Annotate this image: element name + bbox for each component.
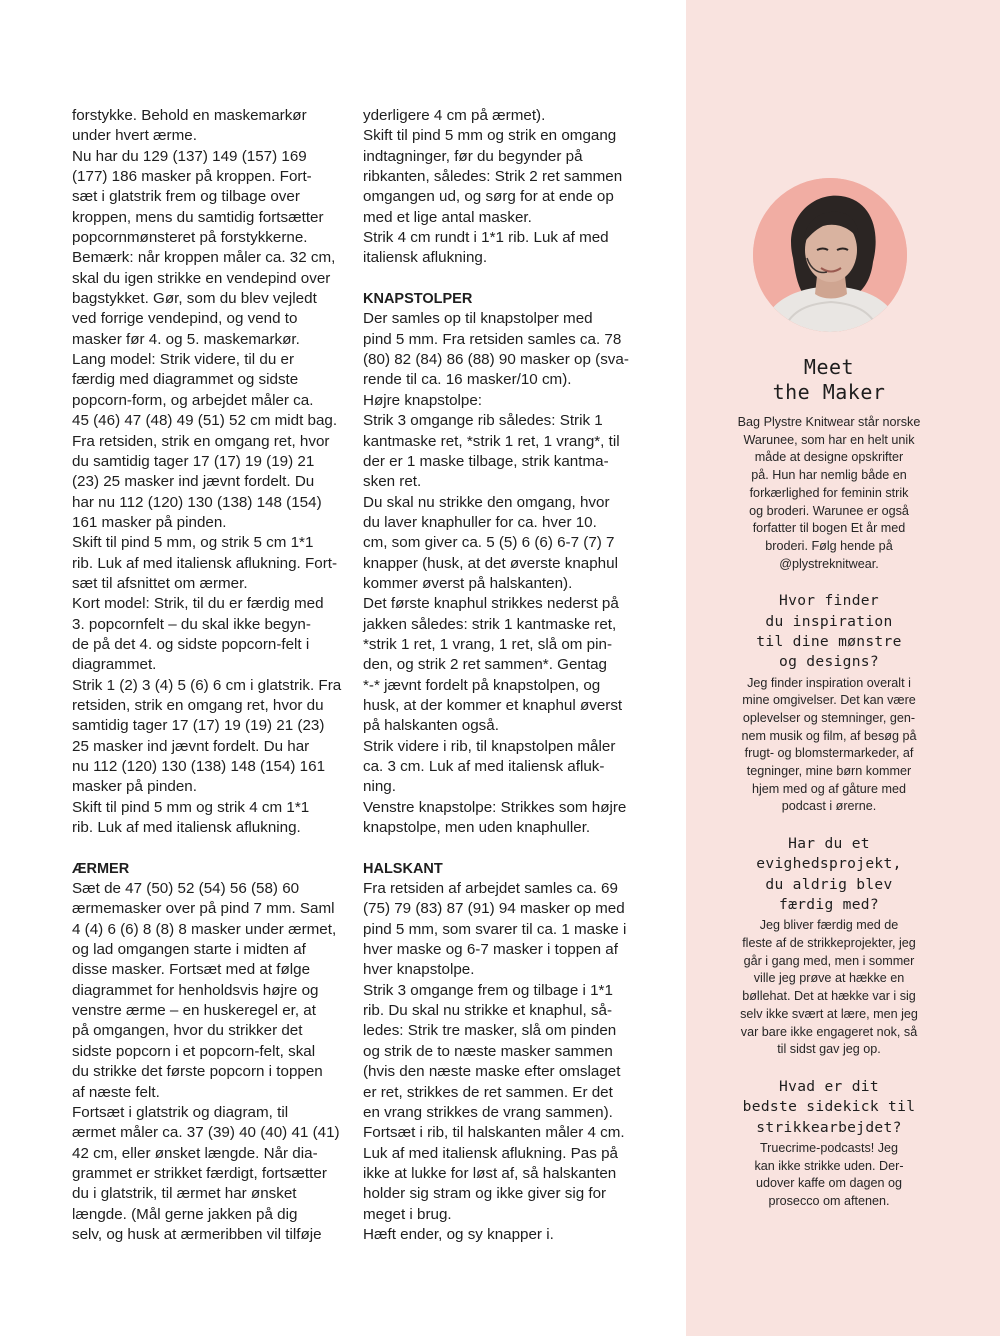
text-line: venstre ærme – en huskeregel er, at <box>72 1002 316 1020</box>
text-line: Luk af med italiensk aflukning. Pas på <box>363 1144 618 1162</box>
text-line: på. Hun har nemlig både en <box>751 468 907 483</box>
text-line: kantmaske ret, *strik 1 ret, 1 vrang*, til <box>363 432 620 450</box>
text-line: 25 masker ind jævnt fordelt. Du har <box>72 737 310 755</box>
text-line: samtidig tager 17 (17) 19 (19) 21 (23) <box>72 717 325 735</box>
section-gap <box>363 269 645 289</box>
text-line: ærmet måler ca. 37 (39) 40 (40) 41 (41) <box>72 1124 340 1142</box>
text-line: 161 masker på pinden. <box>72 513 227 531</box>
text-line: Lang model: Strik videre, til du er <box>72 351 295 369</box>
text-line: kroppen, mens du samtidig fortsætter <box>72 208 324 226</box>
text-line: retsiden, strik en omgang ret, hvor du <box>72 696 324 714</box>
text-line: kan ikke strikke uden. Der- <box>754 1158 904 1173</box>
section-heading-halskant: HALSKANT <box>363 860 443 877</box>
text-line: rib. Luk af med italiensk aflukning. <box>72 819 301 837</box>
text-line: Skift til pind 5 mm og strik 4 cm 1*1 <box>72 798 310 816</box>
text-line: hjem med og af gåture med <box>751 781 906 796</box>
text-line: indtagninger, før du begynder på <box>363 147 583 165</box>
text-line: frugt- og blomstermarkeder, af <box>744 746 914 761</box>
text-line: masker før 4. og 5. maskemarkør. <box>72 330 300 348</box>
text-line: Skift til pind 5 mm og strik en omgang <box>363 127 617 145</box>
text-line: (177) 186 masker på kroppen. Fort- <box>72 168 312 186</box>
section-heading-aermer: ÆRMER <box>72 860 130 877</box>
text-line: cm, som giver ca. 5 (5) 6 (6) 6-7 (7) 7 <box>363 534 615 552</box>
text-line: ville jeg prøve at hække en <box>753 971 905 986</box>
answer-1 <box>716 675 942 817</box>
text-line: under hvert ærme. <box>72 127 197 145</box>
text-line: mine omgivelser. Det kan være <box>742 693 916 708</box>
text-line: 42 cm, eller ønsket længde. Når dia- <box>72 1144 318 1162</box>
text-line: ca. 3 cm. Luk af med italiensk afluk- <box>363 758 605 775</box>
sidebar-title <box>716 355 942 404</box>
text-line: rib. Luk af med italiensk aflukning. Fort- <box>72 554 338 572</box>
text-line: Hæft ender, og sy knapper i. <box>363 1225 554 1243</box>
title-line: Meet <box>803 355 855 379</box>
text-line: du i glatstrik, til ærmet har ønsket <box>72 1185 297 1203</box>
text-line: Strik 1 (2) 3 (4) 5 (6) 6 cm i glatstrik. Fra <box>72 676 342 694</box>
text-line: jakken således: strik 1 kantmaske ret, <box>363 615 617 633</box>
text-line: 4 (4) 6 (6) 8 (8) 8 masker under ærmet, <box>72 920 337 938</box>
text-line: diagrammet for henholdsvis højre og <box>72 981 319 999</box>
question-line: og designs? <box>779 653 879 671</box>
text-line: @plystreknitwear. <box>779 556 879 571</box>
text-line: bøllehat. Det at hække var i sig <box>742 989 916 1004</box>
text-line: Fra retsiden, strik en omgang ret, hvor <box>72 432 330 450</box>
intro-text-col2 <box>363 106 645 269</box>
question-line: bedste sidekick til <box>742 1098 916 1116</box>
text-line: sæt til afsnittet om ærmer. <box>72 574 248 592</box>
question-line: Hvor finder <box>779 592 879 610</box>
question-line: færdig med? <box>779 896 879 914</box>
text-line: og strik de to næste masker sammen <box>363 1042 613 1060</box>
text-line: den, og strik 2 ret sammen*. Gentag <box>363 656 607 674</box>
text-line: med et lige antal masker. <box>363 208 532 226</box>
answer-3 <box>716 1140 942 1211</box>
question-line: du inspiration <box>765 612 893 630</box>
text-line: sæt i glatstrik frem og tilbage over <box>72 188 300 206</box>
text-line: du strikke det første popcorn i toppen <box>72 1063 323 1081</box>
text-line: tegninger, mine børn kommer <box>746 764 912 779</box>
text-line: du samtidig tager 17 (17) 19 (19) 21 <box>72 452 315 470</box>
text-line: oplevelser og stemninger, gen- <box>742 710 916 725</box>
text-line: en vrang strikkes de vrang sammen). <box>363 1103 613 1121</box>
text-line: sidste popcorn i et popcorn-felt, skal <box>72 1042 316 1060</box>
text-line: der er 1 maske tilbage, strik kantma- <box>363 452 609 470</box>
text-line: nem musik og film, af besøg på <box>741 728 917 743</box>
question-line: evighedsprojekt, <box>756 855 902 873</box>
text-line: udover kaffe om dagen og <box>755 1176 903 1191</box>
text-line: (23) 25 masker ind jævnt fordelt. Du <box>72 473 315 491</box>
text-line: pind 5 mm, som svarer til ca. 1 maske i <box>363 920 627 938</box>
text-line: måde at designe opskrifter <box>754 450 904 465</box>
text-line: ikke at lukke for løst af, så halskanten <box>363 1164 617 1182</box>
text-line: på omgangen, hvor du strikker det <box>72 1022 303 1040</box>
halskant-text <box>363 879 645 1245</box>
section-gap <box>72 838 348 858</box>
text-line: Det første knaphul strikkes nederst på <box>363 595 619 613</box>
text-line: pind 5 mm. Fra retsiden samles ca. 78 <box>363 330 622 348</box>
text-line: popcorn-form, og arbejdet måler ca. <box>72 391 314 409</box>
portrait-illustration <box>753 178 907 332</box>
text-line: Jeg bliver færdig med de <box>759 918 899 933</box>
text-line: er ret, strikkes de ret sammen. Er det <box>363 1083 613 1101</box>
text-line: ning. <box>363 778 396 796</box>
section-heading-knapstolper: KNAPSTOLPER <box>363 291 473 308</box>
text-line: (75) 79 (83) 87 (91) 94 masker op med <box>363 900 625 918</box>
text-line: masker på pinden. <box>72 778 197 796</box>
text-line: 45 (46) 47 (48) 49 (51) 52 cm midt bag. <box>72 412 338 430</box>
column-middle <box>363 106 645 1245</box>
text-line: af næste felt. <box>72 1083 160 1101</box>
text-line: Warunee, som har en helt unik <box>743 432 915 447</box>
text-line: Venstre knapstolpe: Strikkes som højre <box>363 798 627 816</box>
text-line: Du skal nu strikke den omgang, hvor <box>363 493 610 511</box>
text-line: hver maske og 6-7 masker i toppen af <box>363 941 618 959</box>
text-line: Bag Plystre Knitwear står norske <box>737 415 921 429</box>
text-line: Strik 3 omgange frem og tilbage i 1*1 <box>363 981 613 999</box>
text-line: holder sig stram og ikke giver sig for <box>363 1185 607 1203</box>
meet-the-maker-sidebar <box>686 0 1000 1336</box>
text-line: Strik videre i rib, til knapstolpen måler <box>363 737 616 755</box>
text-line: Fra retsiden af arbejdet samles ca. 69 <box>363 880 618 898</box>
text-line: yderligere 4 cm på ærmet). <box>363 107 546 124</box>
text-line: Nu har du 129 (137) 149 (157) 169 <box>72 147 307 165</box>
question-line: Har du et <box>788 835 870 853</box>
text-line: skal du igen strikke en vendepind over <box>72 269 331 287</box>
column-left <box>72 106 348 1245</box>
text-line: popcornmønsteret på forstykkerne. <box>72 229 308 247</box>
aermer-text <box>72 879 348 1245</box>
text-line: fleste af de strikkeprojekter, jeg <box>742 936 916 951</box>
question-1 <box>716 591 942 672</box>
text-line: (80) 82 (84) 86 (88) 90 masker op (sva- <box>363 351 629 369</box>
text-line: meget i brug. <box>363 1205 452 1223</box>
text-line: og broderi. Warunee er også <box>749 503 909 518</box>
text-line: knapstolpe, men uden knaphuller. <box>363 819 591 837</box>
text-line: Fortsæt i glatstrik og diagram, til <box>72 1103 289 1121</box>
section-gap <box>363 838 645 858</box>
text-line: prosecco om aftenen. <box>768 1193 890 1208</box>
text-line: rende til ca. 16 masker/10 cm). <box>363 371 572 389</box>
text-line: podcast i ørerne. <box>781 799 877 814</box>
text-line: forstykke. Behold en maskemarkør <box>72 107 307 124</box>
text-line: selv ikke svært at lære, men jeg <box>740 1006 918 1021</box>
text-line: knapper (husk, at det øverste knaphul <box>363 554 618 572</box>
maker-portrait <box>753 178 907 332</box>
text-line: Truecrime-podcasts! Jeg <box>759 1140 899 1155</box>
text-line: Strik 3 omgange rib således: Strik 1 <box>363 412 603 430</box>
text-line: ribkanten, således: Strik 2 ret sammen <box>363 168 623 186</box>
text-line: Højre knapstolpe: <box>363 391 483 409</box>
question-line: Hvad er dit <box>779 1077 879 1095</box>
text-line: grammet er strikket færdigt, fortsætter <box>72 1164 327 1182</box>
question-line: strikkearbejdet? <box>756 1118 902 1136</box>
text-line: italiensk aflukning. <box>363 249 488 267</box>
text-line: Jeg finder inspiration overalt i <box>747 675 911 690</box>
text-line: kommer øverst på halskanten). <box>363 574 573 592</box>
text-line: ved forrige vendepind, og vend to <box>72 310 298 328</box>
text-line: Strik 4 cm rundt i 1*1 rib. Luk af med <box>363 229 609 247</box>
text-line: omgangen ud, og sørg for at ende op <box>363 188 614 206</box>
text-line: var bare ikke engageret nok, så <box>740 1024 918 1039</box>
text-line: Der samles op til knapstolper med <box>363 310 593 328</box>
text-line: 3. popcornfelt – du skal ikke begyn- <box>72 615 311 633</box>
text-line: nu 112 (120) 130 (138) 148 (154) 161 <box>72 758 326 775</box>
text-line: *-* jævnt fordelt på knapstolpen, og <box>363 676 601 694</box>
knapstolper-text <box>363 309 645 838</box>
text-line: Bemærk: når kroppen måler ca. 32 cm, <box>72 249 336 267</box>
text-line: selv, og husk at ærmeribben vil tilføje <box>72 1225 322 1243</box>
text-line: hver knapstolpe. <box>363 961 475 979</box>
text-line: og lad omgangen starte i midten af <box>72 941 306 959</box>
maker-intro <box>716 414 942 573</box>
text-line: har nu 112 (120) 130 (138) 148 (154) <box>72 493 322 511</box>
text-line: disse masker. Fortsæt med at følge <box>72 961 311 979</box>
text-line: rib. Du skal nu strikke et knaphul, så- <box>363 1002 613 1020</box>
text-line: husk, at der kommer et knaphul øverst <box>363 696 623 714</box>
text-line: til sidst gav jeg op. <box>777 1042 881 1057</box>
text-line: går i gang med, men i sommer <box>743 953 915 968</box>
text-line: forfatter til bogen Et år med <box>752 521 906 536</box>
question-3 <box>716 1077 942 1138</box>
sidebar-text <box>716 355 942 1211</box>
body-text-col1 <box>72 106 348 838</box>
text-line: broderi. Følg hende på <box>765 538 893 553</box>
answer-2 <box>716 917 942 1059</box>
text-line: ærmemasker over på pind 7 mm. Saml <box>72 900 335 918</box>
text-line: ledes: Strik tre masker, slå om pinden <box>363 1022 617 1040</box>
text-line: de på det 4. og sidste popcorn-felt i <box>72 635 310 653</box>
text-line: *strik 1 ret, 1 vrang, 1 ret, slå om pin- <box>363 635 612 653</box>
text-line: Skift til pind 5 mm, og strik 5 cm 1*1 <box>72 534 314 552</box>
text-line: (hvis den næste maske efter omslaget <box>363 1063 621 1081</box>
text-line: Fortsæt i rib, til halskanten måler 4 cm. <box>363 1124 625 1142</box>
text-line: bagstykket. Gør, som du blev vejledt <box>72 290 317 308</box>
text-line: sken ret. <box>363 473 422 491</box>
question-line: du aldrig blev <box>765 875 893 893</box>
text-line: Sæt de 47 (50) 52 (54) 56 (58) 60 <box>72 880 300 898</box>
text-line: Kort model: Strik, til du er færdig med <box>72 595 324 613</box>
title-line: the Maker <box>772 379 886 404</box>
text-line: diagrammet. <box>72 656 157 674</box>
text-line: du laver knaphuller for ca. hver 10. <box>363 513 597 531</box>
text-line: længde. (Mål gerne jakken på dig <box>72 1205 298 1223</box>
text-line: forkærlighed for feminin strik <box>749 485 909 500</box>
text-line: færdig med diagrammet og sidste <box>72 371 299 389</box>
text-line: på halskanten også. <box>363 717 499 735</box>
question-line: til dine mønstre <box>756 632 902 650</box>
question-2 <box>716 834 942 915</box>
